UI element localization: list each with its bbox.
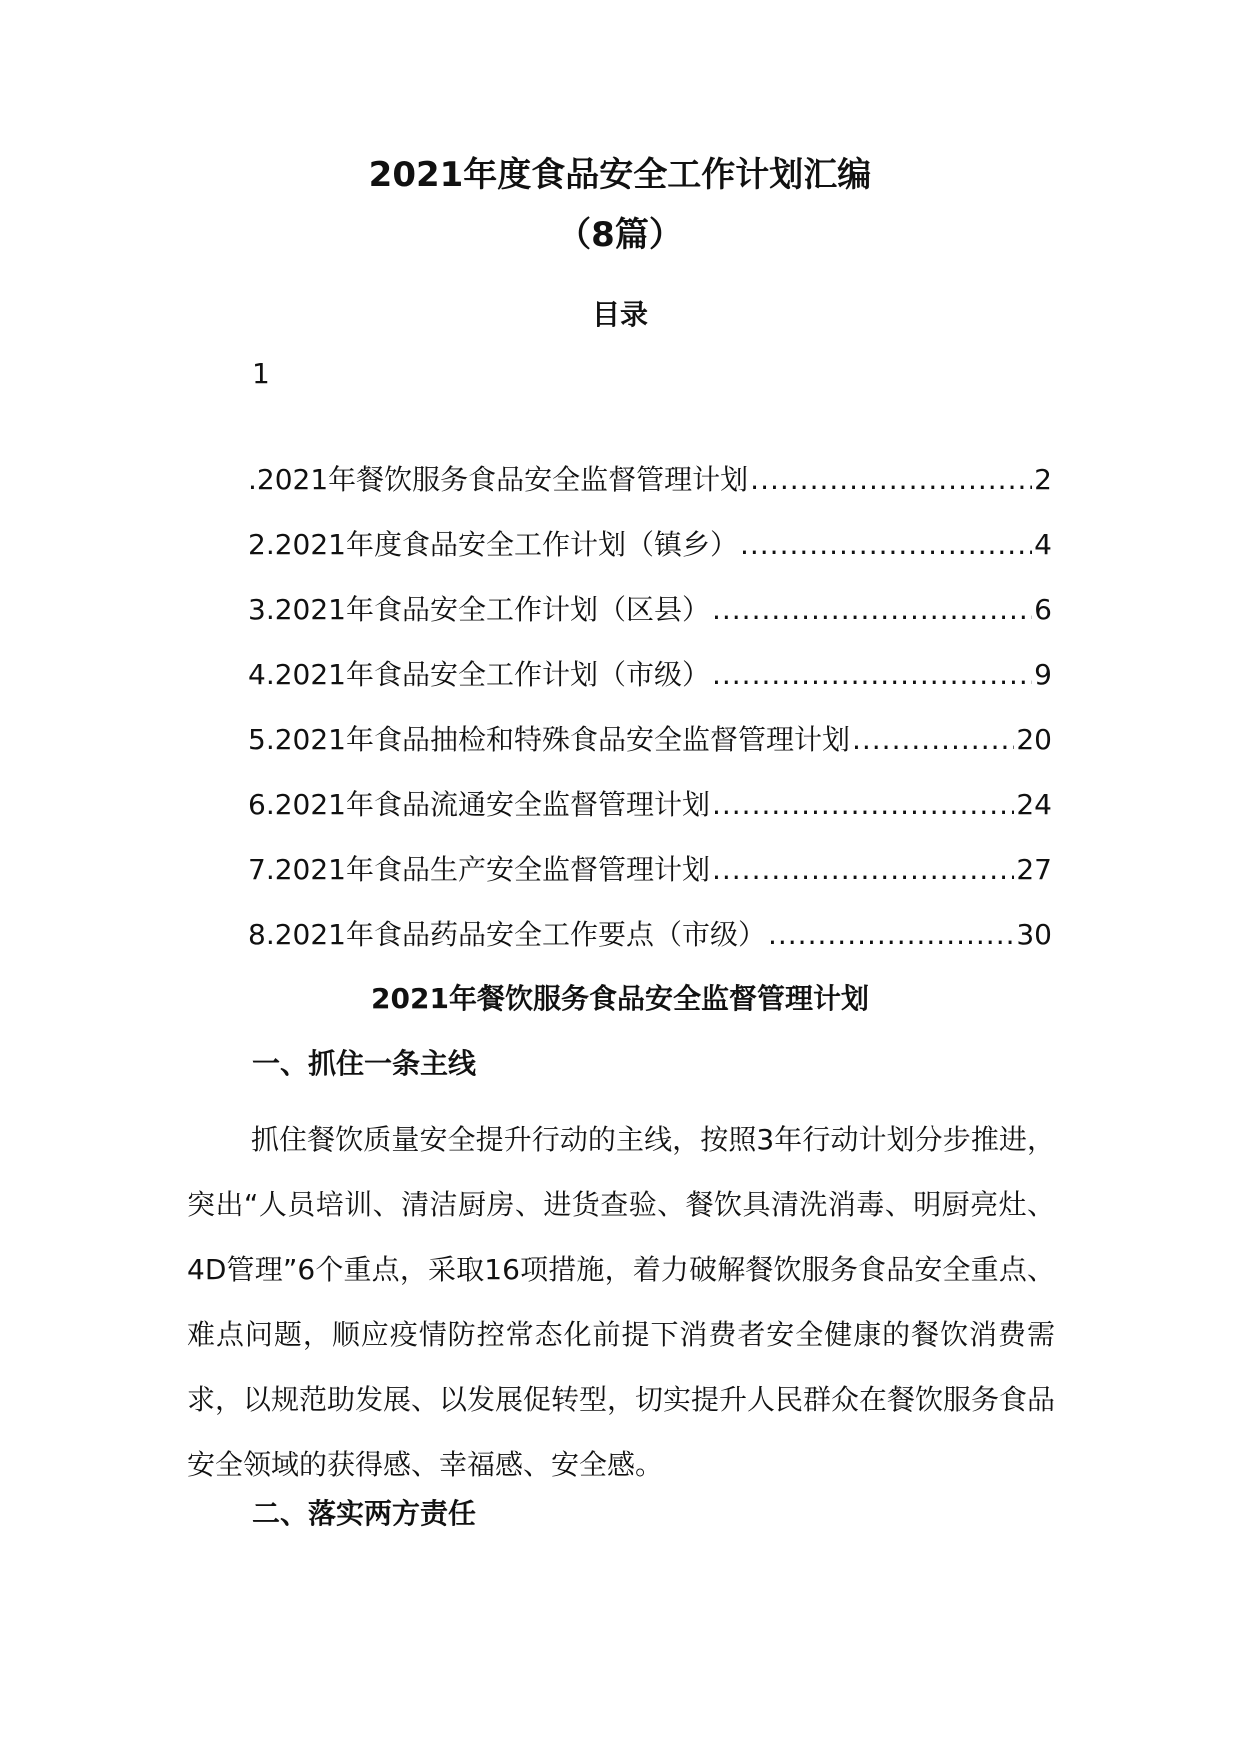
toc-entry-page: 30 — [1016, 918, 1052, 951]
toc-entry-page: 6 — [1034, 593, 1052, 626]
document-title: 2021年度食品安全工作计划汇编 — [368, 155, 872, 195]
toc-dot-leader — [712, 787, 1014, 823]
toc-entry[interactable] — [248, 852, 1052, 917]
section-title: 2021年餐饮服务食品安全监督管理计划 — [371, 982, 869, 1015]
toc-dot-leader — [852, 722, 1014, 758]
toc-entry-title: 3.2021年食品安全工作计划（区县） — [248, 593, 710, 626]
toc-entry-title: .2021年餐饮服务食品安全监督管理计划 — [248, 463, 749, 496]
toc-dot-leader — [712, 592, 1032, 628]
document-subtitle: （8篇） — [557, 215, 683, 255]
toc-dot-leader — [768, 917, 1014, 953]
toc-entry-title: 6.2021年食品流通安全监督管理计划 — [248, 788, 710, 821]
toc-entry-title: 7.2021年食品生产安全监督管理计划 — [248, 853, 710, 886]
toc-entry-page: 27 — [1016, 853, 1052, 886]
toc-dot-leader — [712, 852, 1014, 888]
toc-entry[interactable] — [248, 722, 1052, 787]
toc-entry[interactable] — [248, 657, 1052, 722]
toc-entry-title: 2.2021年度食品安全工作计划（镇乡） — [248, 528, 738, 561]
toc-entry[interactable] — [248, 917, 1052, 982]
toc-entry-title: 5.2021年食品抽检和特殊食品安全监督管理计划 — [248, 723, 850, 756]
toc-number: 1 — [252, 357, 270, 390]
subheading-responsibilities: 二、落实两方责任 — [252, 1497, 477, 1530]
toc-entry[interactable] — [248, 592, 1052, 657]
toc-entry-page: 4 — [1034, 528, 1052, 561]
table-of-contents — [248, 462, 1052, 982]
toc-entry-title: 4.2021年食品安全工作计划（市级） — [248, 658, 710, 691]
toc-entry-page: 24 — [1016, 788, 1052, 821]
toc-entry-title: 8.2021年食品药品安全工作要点（市级） — [248, 918, 766, 951]
toc-dot-leader — [712, 657, 1032, 693]
toc-entry[interactable] — [248, 462, 1052, 527]
toc-dot-leader — [750, 462, 1032, 498]
toc-entry[interactable] — [248, 527, 1052, 592]
toc-entry-page: 20 — [1016, 723, 1052, 756]
subheading-main-line: 一、抓住一条主线 — [252, 1047, 477, 1080]
toc-entry-page: 9 — [1034, 658, 1052, 691]
toc-entry-page: 2 — [1034, 463, 1052, 496]
toc-dot-leader — [740, 527, 1032, 563]
body-paragraph: 抓住餐饮质量安全提升行动的主线，按照3年行动计划分步推进，突出“人员培训、清洁厨房、进货查验、餐饮具清洗消毒、明厨亮灶、4D管理”6个重点，采取16项措施，着力破解餐饮服务食品安全重点、难点问题，顺应疫情防控常态化前提下消费者安全健康的餐饮消费需求，以规范助发展、以发展促转型，切实提升人民群众在餐饮服务食品安全领域的获得感、幸福感、安全感。 — [187, 1123, 1056, 1481]
toc-heading: 目录 — [591, 298, 648, 331]
toc-entry[interactable] — [248, 787, 1052, 852]
